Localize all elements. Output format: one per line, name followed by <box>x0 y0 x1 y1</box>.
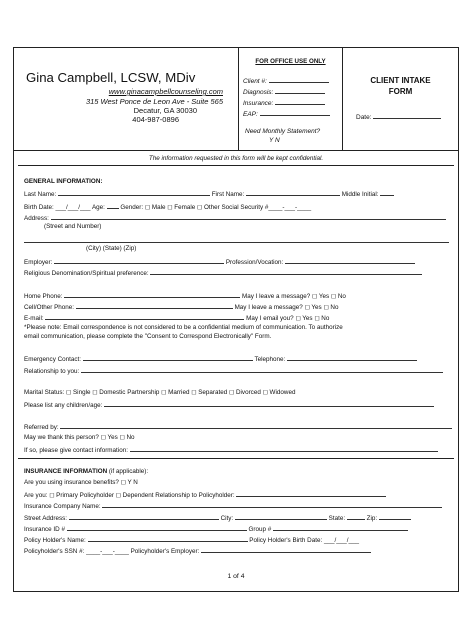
divider-top <box>18 165 454 166</box>
referred-field[interactable] <box>60 422 452 429</box>
birth-row <box>24 202 311 211</box>
first-name-field[interactable] <box>246 189 340 196</box>
form-header <box>14 48 458 151</box>
address-field[interactable] <box>51 213 446 220</box>
policyholder-type-options[interactable]: Are you: ◻ Primary Policyholder ◻ Dependent Relationship to Policyholder: <box>24 492 235 499</box>
relationship-label: Relationship to you: <box>24 368 80 375</box>
email-permission[interactable]: May I email you? ◻ Yes ◻ No <box>246 315 330 322</box>
children-row <box>24 400 434 409</box>
email-note-line1: *Please note: Email correspondence is not considered to be a confidential medium of communication. To authorize <box>24 324 343 331</box>
relationship-row <box>24 366 443 375</box>
holder-birth-field[interactable]: ___/___/___ <box>323 537 359 544</box>
ins-zip-label: Zip: <box>366 515 378 522</box>
email-label: E-mail: <box>24 315 44 322</box>
insurance-company-label: Insurance Company Name: <box>24 503 101 510</box>
referred-row <box>24 422 452 431</box>
religion-row <box>24 268 422 277</box>
ins-street-field[interactable] <box>69 513 219 520</box>
office-insurance-label: Insurance: <box>243 100 274 107</box>
holder-ssn-row <box>24 546 371 555</box>
middle-initial-label: Middle Initial: <box>341 191 379 198</box>
office-use-box <box>239 48 343 150</box>
emergency-contact-field[interactable] <box>83 354 253 361</box>
form-date-label: Date: <box>356 114 372 121</box>
ins-city-field[interactable] <box>235 513 327 520</box>
cell-leave-message[interactable]: May I leave a message? ◻ Yes ◻ No <box>234 304 339 311</box>
insurance-using-options[interactable]: Are you using insurance benefits? ◻ Y N <box>24 479 138 486</box>
address-line2 <box>24 236 449 245</box>
contact-info-row <box>24 445 438 454</box>
contact-info-label: If so, please give contact information: <box>24 447 128 454</box>
home-leave-message[interactable]: May I leave a message? ◻ Yes ◻ No <box>242 293 346 300</box>
ins-id-field[interactable] <box>67 524 247 531</box>
ins-id-label: Insurance ID # <box>24 526 65 533</box>
insurance-company-row <box>24 501 442 510</box>
birth-date-field[interactable]: ___/___/___ <box>55 204 91 211</box>
holder-name-label: Policy Holder's Name: <box>24 537 86 544</box>
last-name-label: Last Name: <box>24 191 57 198</box>
form-title-line2: FORM <box>388 87 413 96</box>
address-line2-field[interactable] <box>24 236 449 243</box>
general-info-heading: GENERAL INFORMATION: <box>24 178 103 185</box>
address-row <box>24 213 446 222</box>
name-row <box>24 189 394 198</box>
referred-label: Referred by: <box>24 424 59 431</box>
ins-street-label: Street Address: <box>24 515 68 522</box>
insurance-heading-row <box>24 468 148 475</box>
holder-employer-label: Policyholder's Employer: <box>130 548 200 555</box>
practice-city: Decatur, GA 30030 <box>133 106 197 115</box>
office-diagnosis-label: Diagnosis: <box>243 89 274 96</box>
email-note-line2: email communication, please complete the "Consent to Correspond Electronically" Form. <box>24 333 272 340</box>
gender-options[interactable]: Gender: ◻ Male ◻ Female ◻ Other <box>120 204 220 211</box>
policyholder-row <box>24 490 386 499</box>
marital-status-options[interactable]: Marital Status: ◻ Single ◻ Domestic Partnership ◻ Married ◻ Separated ◻ Divorced ◻ Widowed <box>24 389 296 396</box>
home-phone-row <box>24 291 346 300</box>
home-phone-label: Home Phone: <box>24 293 63 300</box>
children-field[interactable] <box>104 400 434 407</box>
religion-field[interactable] <box>150 268 422 275</box>
holder-name-row <box>24 535 359 544</box>
ins-state-label: State: <box>328 515 346 522</box>
profession-field[interactable] <box>285 257 415 264</box>
last-name-field[interactable] <box>58 189 210 196</box>
holder-name-field[interactable] <box>88 535 248 542</box>
form-title-box <box>343 48 458 150</box>
holder-ssn-label: Policyholder's SSN #: <box>24 548 85 555</box>
street-number-hint: (Street and Number) <box>44 223 102 230</box>
form-date-field[interactable] <box>373 112 441 119</box>
relationship-field[interactable] <box>81 366 443 373</box>
insurance-heading: INSURANCE INFORMATION <box>24 468 108 475</box>
ins-zip-field[interactable] <box>379 513 411 520</box>
office-eap-row <box>243 109 330 118</box>
employer-field[interactable] <box>54 257 224 264</box>
office-insurance-field[interactable] <box>275 98 325 105</box>
home-phone-field[interactable] <box>64 291 240 298</box>
insurance-heading-suffix: (if applicable): <box>107 468 149 475</box>
age-field[interactable] <box>107 202 119 209</box>
religion-label: Religious Denomination/Spiritual preference: <box>24 270 149 277</box>
email-row <box>24 313 329 322</box>
office-client-label: Client #: <box>243 78 267 85</box>
contact-info-field[interactable] <box>130 445 438 452</box>
ins-address-row <box>24 513 411 522</box>
cell-phone-label: Cell/Other Phone: <box>24 304 75 311</box>
office-eap-label: EAP: <box>243 111 258 118</box>
telephone-field[interactable] <box>287 354 417 361</box>
ins-city-label: City: <box>220 515 234 522</box>
middle-initial-field[interactable] <box>380 189 394 196</box>
office-insurance-row <box>243 98 325 107</box>
divider-insurance <box>18 458 454 459</box>
page-number: 1 of 4 <box>227 573 245 580</box>
telephone-label: Telephone: <box>254 356 286 363</box>
office-statement-question: Need Monthly Statement? <box>245 128 321 135</box>
city-state-zip-hint: (City) (State) (Zip) <box>86 245 137 252</box>
birth-date-label: Birth Date: <box>24 204 54 211</box>
ssn-label: Social Security # <box>221 204 269 211</box>
insurance-company-field[interactable] <box>102 501 442 508</box>
emergency-contact-label: Emergency Contact: <box>24 356 82 363</box>
cell-phone-field[interactable] <box>76 302 233 309</box>
office-use-title: FOR OFFICE USE ONLY <box>255 58 326 65</box>
holder-birth-label: Policy Holder's Birth Date: <box>249 537 323 544</box>
employer-label: Employer: <box>24 259 53 266</box>
ins-state-field[interactable] <box>347 513 365 520</box>
employer-row <box>24 257 415 266</box>
cell-phone-row <box>24 302 338 311</box>
relationship-policyholder-field[interactable] <box>236 490 386 497</box>
group-label: Group # <box>248 526 272 533</box>
intake-form-page <box>13 47 459 592</box>
holder-ssn-field[interactable]: ____-___-____ <box>86 548 129 555</box>
age-label: Age: <box>91 204 105 211</box>
ins-id-row <box>24 524 408 533</box>
practice-info-box <box>14 48 239 150</box>
group-field[interactable] <box>273 524 408 531</box>
first-name-label: First Name: <box>211 191 245 198</box>
form-title-line1: CLIENT INTAKE <box>370 76 431 85</box>
office-client-row <box>243 76 329 85</box>
address-label: Address: <box>24 215 49 222</box>
confidential-notice: The information requested in this form will be kept confidential. <box>148 155 324 162</box>
holder-employer-field[interactable] <box>201 546 371 553</box>
thank-person-options[interactable]: May we thank this person? ◻ Yes ◻ No <box>24 434 135 441</box>
practice-phone: 404-987-0896 <box>132 115 179 124</box>
profession-label: Profession/Vocation: <box>225 259 284 266</box>
practice-address: 315 West Ponce de Leon Ave - Suite 565 <box>85 97 223 106</box>
office-client-field[interactable] <box>269 76 329 83</box>
emergency-row <box>24 354 417 363</box>
form-date-row <box>356 112 441 121</box>
office-statement-yn[interactable]: Y N <box>269 137 280 144</box>
practice-website-link[interactable]: www.ginacampbellcounseling.com <box>108 87 223 96</box>
office-eap-field[interactable] <box>260 109 330 116</box>
practice-name: Gina Campbell, LCSW, MDiv <box>26 70 196 85</box>
children-label: Please list any children/age: <box>24 402 103 409</box>
email-field[interactable] <box>45 313 244 320</box>
office-diagnosis-field[interactable] <box>275 87 325 94</box>
ssn-field[interactable]: ____-___-____ <box>268 204 312 211</box>
office-diagnosis-row <box>243 87 325 96</box>
